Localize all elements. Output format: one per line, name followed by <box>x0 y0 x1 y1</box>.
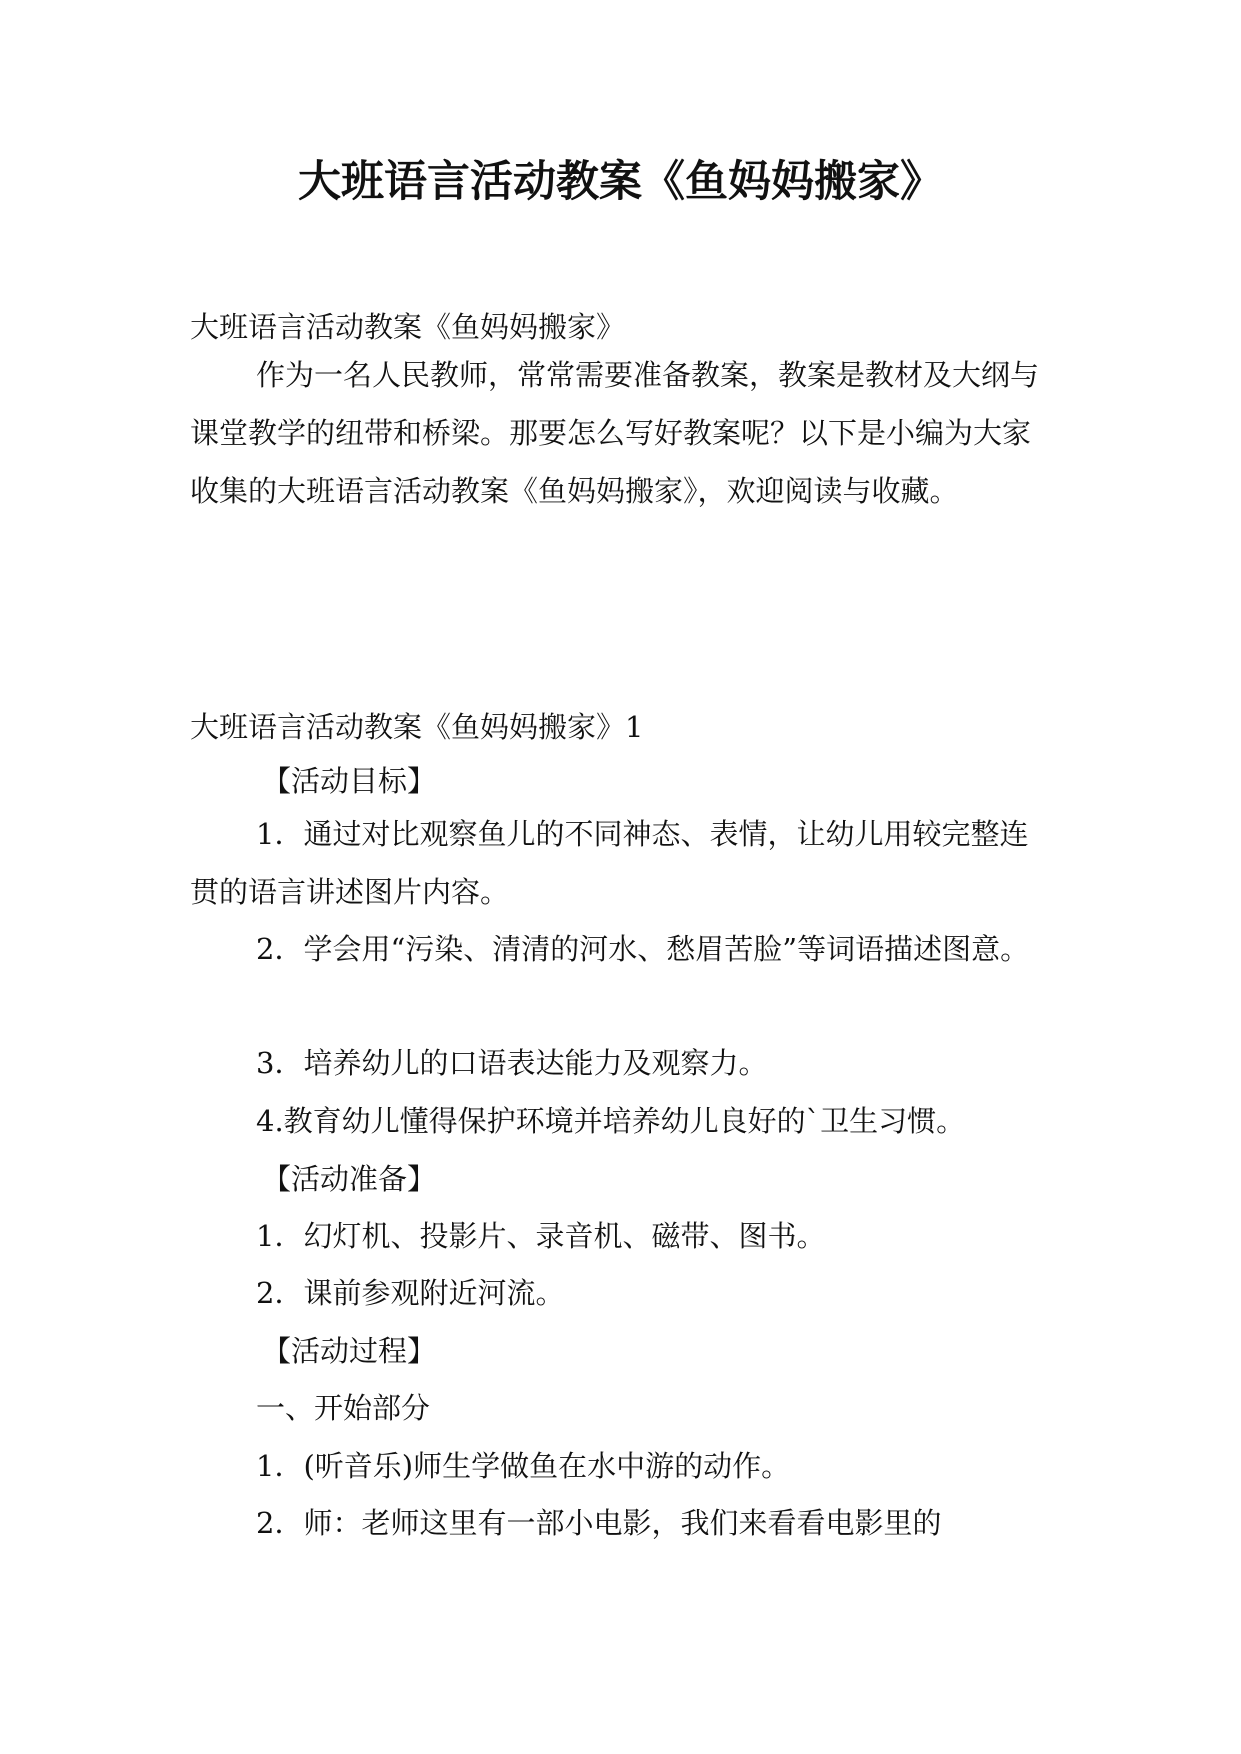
goal-item-3: 3．培养幼儿的口语表达能力及观察力。 <box>256 1046 768 1080</box>
process-step-1: 1．(听音乐)师生学做鱼在水中游的动作。 <box>256 1449 791 1483</box>
goal-item-4: 4.教育幼儿懂得保护环境并培养幼儿良好的`卫生习惯。 <box>256 1104 966 1138</box>
goals-heading: 【活动目标】 <box>262 764 437 798</box>
process-step-2: 2．师：老师这里有一部小电影，我们来看看电影里的 <box>256 1506 942 1540</box>
prep-item-1: 1．幻灯机、投影片、录音机、磁带、图书。 <box>256 1219 826 1253</box>
prep-item-2: 2．课前参观附近河流。 <box>256 1276 565 1310</box>
goal-item-1: 1．通过对比观察鱼儿的不同神态、表情，让幼儿用较完整连贯的语言讲述图片内容。 <box>190 817 1029 909</box>
prep-heading: 【活动准备】 <box>262 1162 437 1196</box>
goal-item-2: 2．学会用“污染、清清的河水、愁眉苦脸”等词语描述图意。 <box>256 932 1030 966</box>
section-heading: 大班语言活动教案《鱼妈妈搬家》1 <box>190 710 644 744</box>
process-heading: 【活动过程】 <box>262 1334 437 1368</box>
subtitle: 大班语言活动教案《鱼妈妈搬家》 <box>190 310 626 344</box>
document-title: 大班语言活动教案《鱼妈妈搬家》 <box>298 157 943 207</box>
part-heading: 一、开始部分 <box>256 1391 431 1425</box>
intro-paragraph: 作为一名人民教师，常常需要准备教案，教案是教材及大纲与课堂教学的纽带和桥梁。那要怎么写好教案呢？以下是小编为大家收集的大班语言活动教案《鱼妈妈搬家》，欢迎阅读与收藏。 <box>190 358 1040 508</box>
